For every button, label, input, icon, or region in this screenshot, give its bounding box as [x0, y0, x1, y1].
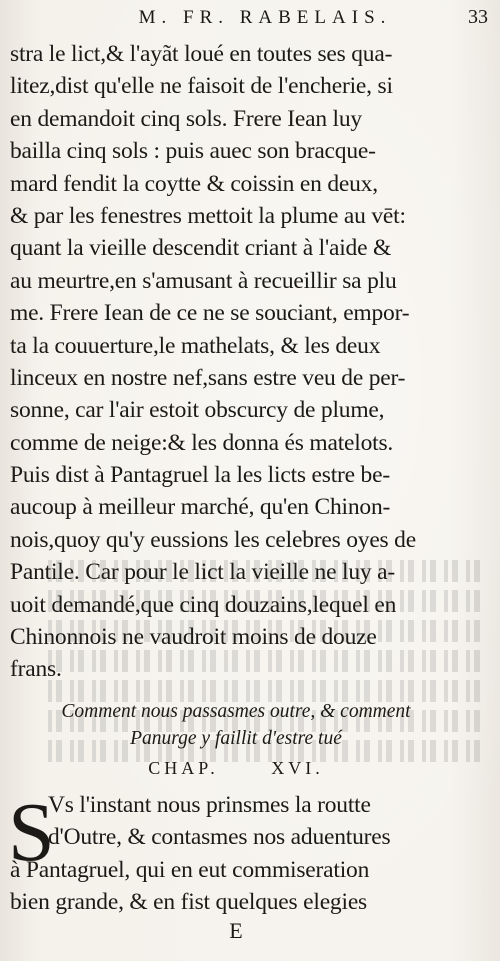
- text-line: Puis dist à Pantagruel la les licts estre be-: [10, 462, 390, 489]
- text-line: me. Frere Iean de ce ne se souciant, empor-: [10, 300, 410, 327]
- chapter-number: XVI.: [271, 757, 324, 778]
- chapter-label: CHAP.: [148, 757, 219, 778]
- text-line: aucoup à meilleur marché, qu'en Chinon-: [10, 494, 391, 521]
- text-line: sonne, car l'air estoit obscurcy de plume,: [10, 397, 385, 424]
- chapter-caption-line: Comment nous passasmes outre, & comment: [61, 700, 411, 722]
- text-line: nois,quoy qu'y eussions les celebres oyes de: [10, 526, 416, 553]
- text-line: à Pantagruel, qui en eut commiseration: [10, 856, 370, 883]
- text-line: ta la couuerture,le mathelats, & les deux: [10, 332, 381, 359]
- text-line: stra le lict,& l'ayãt loué en toutes ses qua-: [10, 41, 393, 67]
- drop-cap: S: [8, 785, 55, 879]
- chapter-body: [8, 785, 462, 919]
- text-line: bien grande, & en fist quelques elegies: [10, 888, 367, 915]
- chapter-caption-line: Panurge y faillit d'estre tué: [130, 727, 342, 749]
- text-line: en demandoit cinq sols. Frere Iean luy: [10, 105, 362, 132]
- text-line: Vs l'instant nous prinsmes la routte: [48, 791, 371, 818]
- text-line: Pantile. Car pour le lict la vieille ne luy a-: [10, 559, 395, 586]
- text-line: au meurtre,en s'amusant à recueillir sa plu: [10, 267, 397, 294]
- text-line: frans.: [10, 656, 62, 683]
- page-header: [10, 6, 488, 36]
- text-line: uoit demandé,que cinq douzains,lequel en: [10, 591, 397, 618]
- page-number: 33: [468, 6, 488, 28]
- running-head: M. FR. RABELAIS.: [138, 7, 392, 28]
- text-line: Chinonnois ne vaudroit moins de douze: [10, 624, 377, 651]
- body-text: [10, 38, 462, 686]
- text-line: comme de neige:& les donna és matelots.: [10, 429, 394, 456]
- text-line: mard fendit la coytte & coissin en deux,: [10, 170, 378, 197]
- text-line: linceux en nostre nef,sans estre veu de per-: [10, 364, 406, 391]
- text-line: bailla cinq sols : puis auec son bracque-: [10, 138, 376, 165]
- text-line: litez,dist qu'elle ne faisoit de l'encherie, si: [10, 73, 393, 100]
- text-line: & par les fenestres mettoit la plume au vēt:: [10, 202, 406, 229]
- text-line: quant la vieille descendit criant à l'aide &: [10, 235, 392, 262]
- text-line: d'Outre, & contasmes nos aduentures: [48, 824, 391, 851]
- signature-mark: E: [229, 918, 243, 944]
- chapter-heading: [10, 753, 462, 783]
